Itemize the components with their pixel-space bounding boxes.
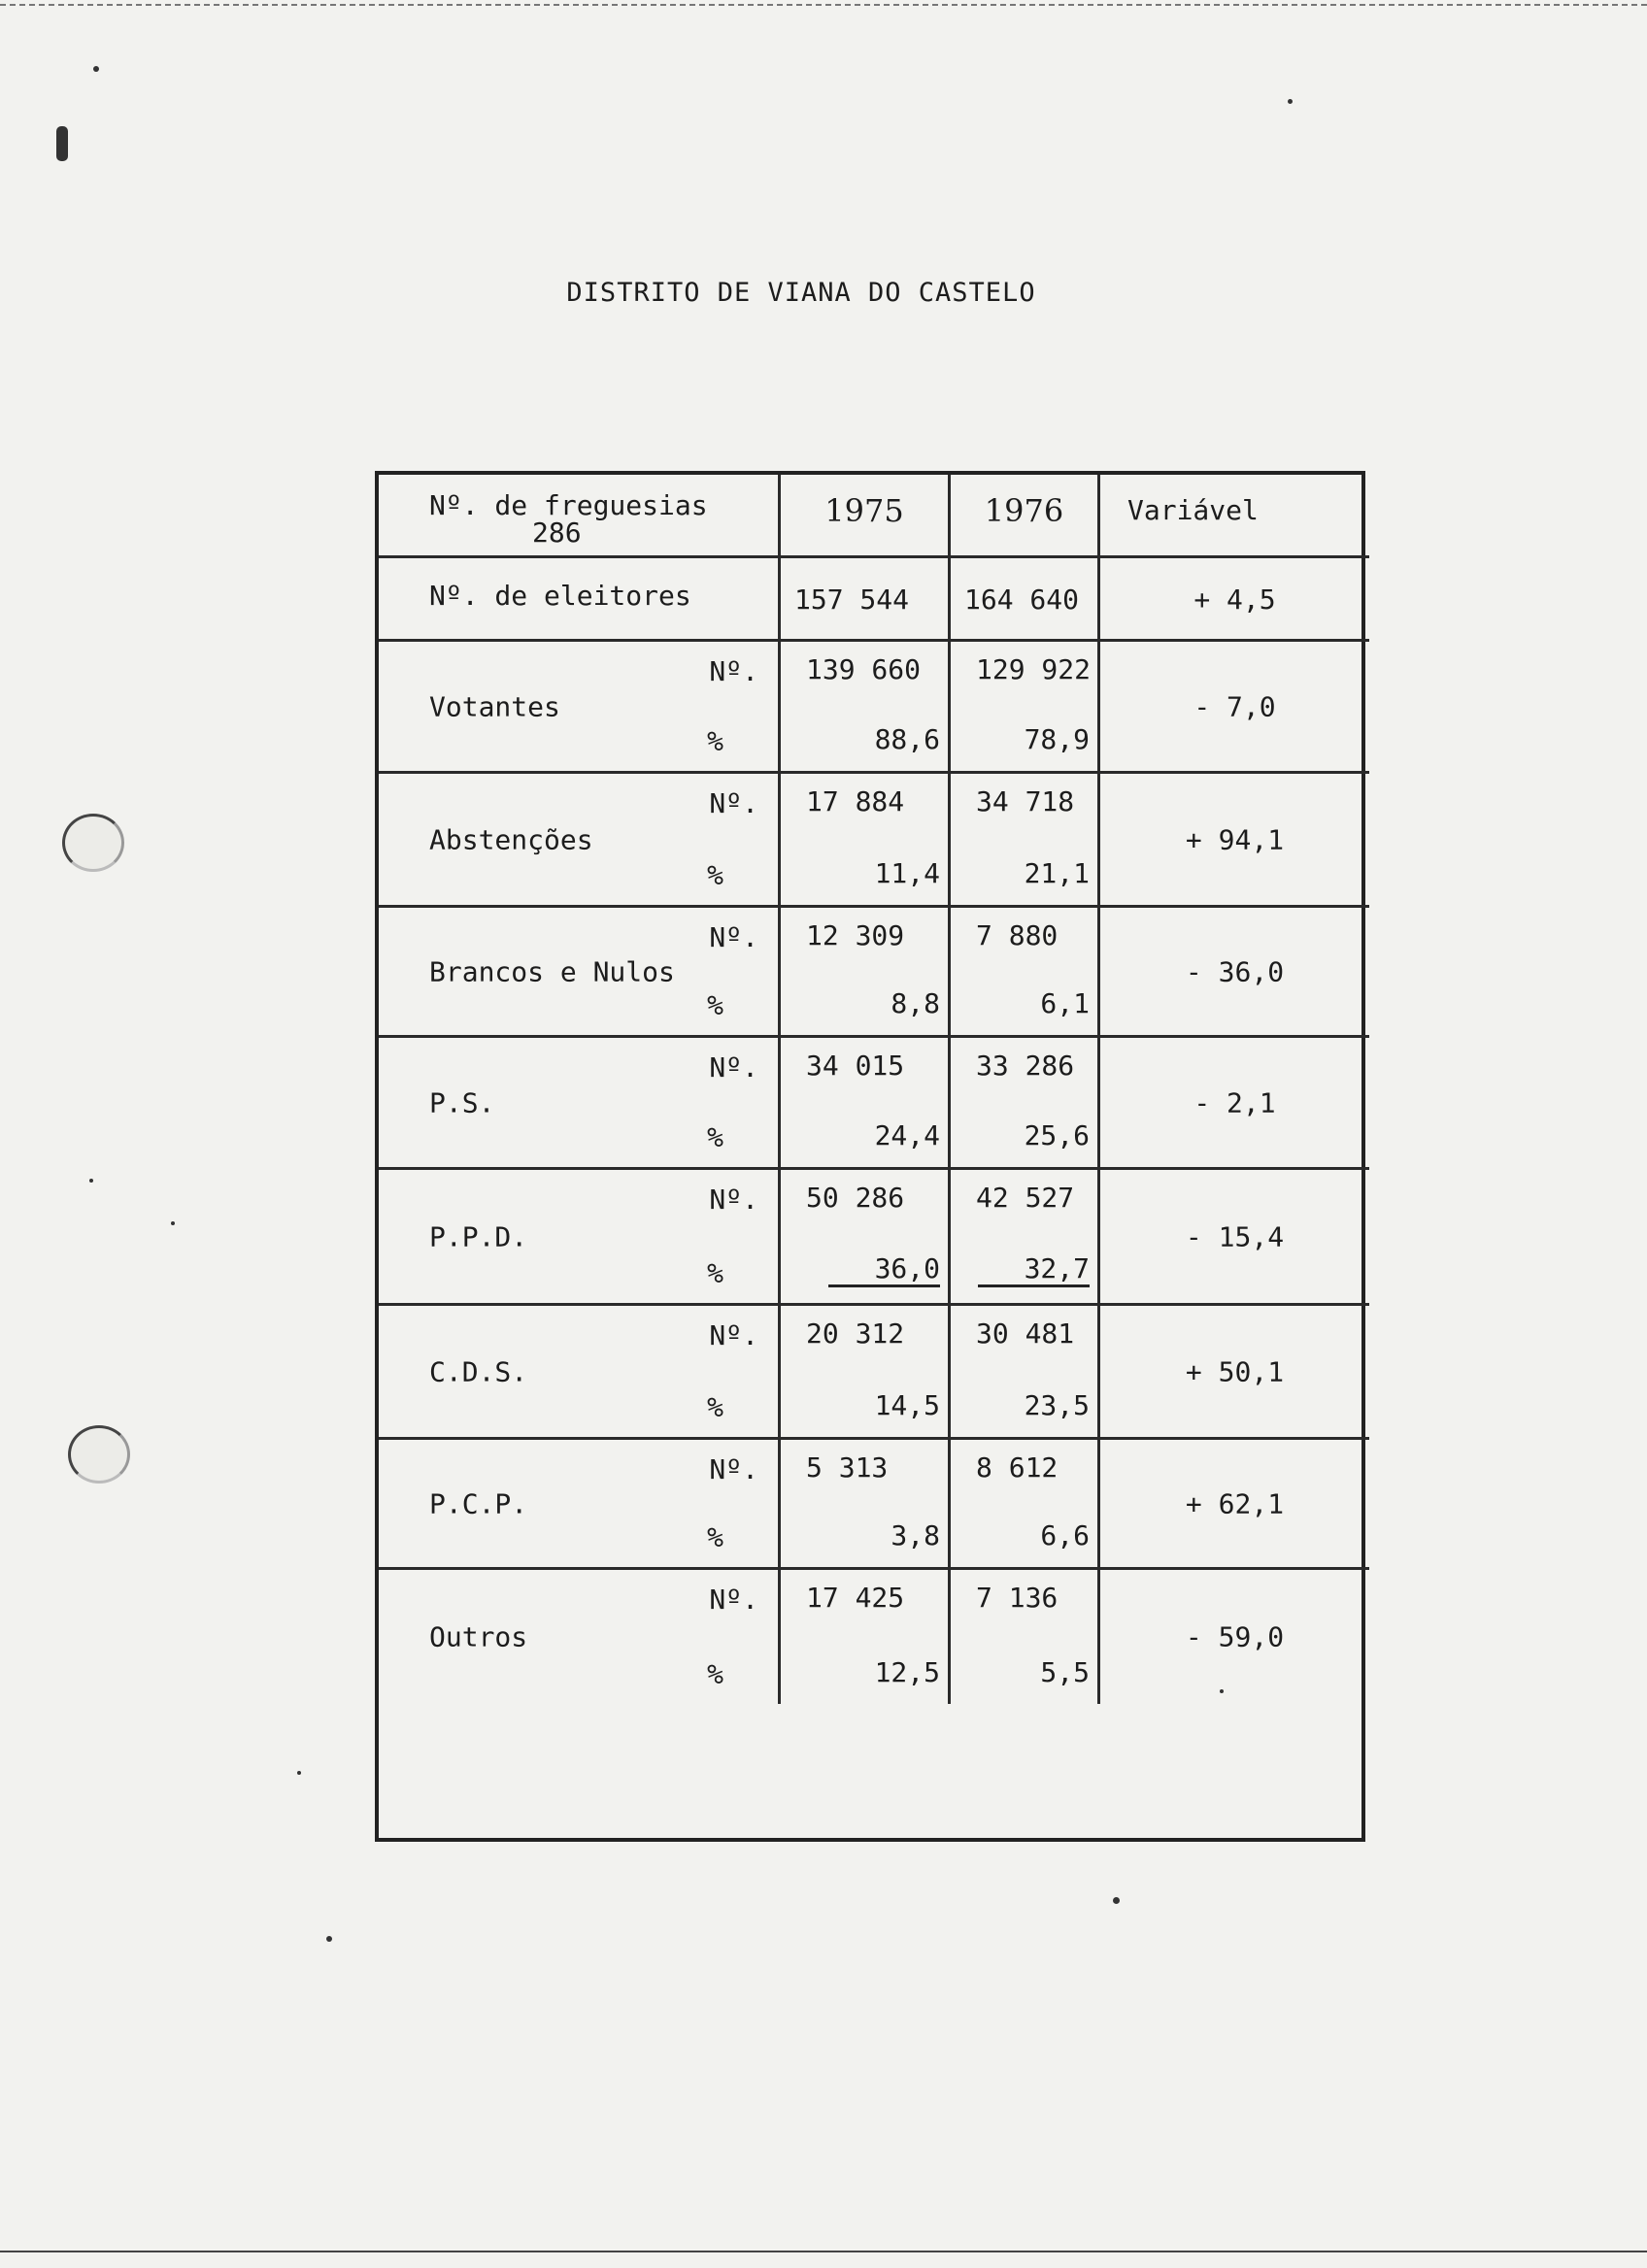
percent-1975: 12,5 <box>874 1656 940 1688</box>
count-1976: 42 527 <box>976 1182 1075 1214</box>
unit-percent-label: % <box>707 989 723 1021</box>
variation-cell <box>1100 642 1369 774</box>
row-label-cell <box>379 1440 781 1570</box>
percent-1976: 78,9 <box>1024 723 1090 755</box>
variation-cell <box>1100 1038 1369 1170</box>
values-1976-cell <box>951 642 1100 774</box>
count-1976: 33 286 <box>976 1050 1075 1082</box>
punch-hole <box>62 814 124 872</box>
values-1976-cell <box>951 774 1100 908</box>
row-variation: + 94,1 <box>1185 823 1285 855</box>
header-parishes-count: 286 <box>532 517 582 549</box>
values-1975-cell <box>781 908 951 1038</box>
values-1975-cell <box>781 642 951 774</box>
header-year-1976: 1976 <box>951 475 1100 558</box>
unit-percent-label: % <box>707 1257 723 1289</box>
row-label-cell <box>379 774 781 908</box>
variation-cell <box>1100 1440 1369 1570</box>
variation-cell <box>1100 1306 1369 1440</box>
count-1975: 17 884 <box>806 785 905 817</box>
unit-percent-label: % <box>707 1121 723 1153</box>
unit-number-label: Nº. <box>709 1051 758 1084</box>
row-label: P.P.D. <box>429 1220 528 1252</box>
ink-speck <box>1113 1897 1120 1904</box>
variation-cell <box>1100 1170 1369 1306</box>
row-variation: + 50,1 <box>1185 1355 1285 1387</box>
ink-speck <box>93 66 99 72</box>
percent-1976: 5,5 <box>1040 1656 1090 1688</box>
percent-1976: 21,1 <box>1024 857 1090 889</box>
count-1976: 34 718 <box>976 785 1075 817</box>
row-label-cell <box>379 1570 781 1704</box>
row-label: Votantes <box>429 690 560 722</box>
row-variation: - 2,1 <box>1193 1086 1276 1118</box>
percent-1976: 6,1 <box>1040 987 1090 1019</box>
count-1975: 5 313 <box>806 1451 889 1484</box>
row-label: P.S. <box>429 1086 495 1118</box>
count-1976: 129 922 <box>976 653 1092 685</box>
ink-speck <box>171 1221 175 1225</box>
count-1976: 7 136 <box>976 1582 1059 1614</box>
count-1976: 8 612 <box>976 1451 1059 1484</box>
values-1976-cell <box>951 908 1100 1038</box>
variation-cell <box>1100 1570 1369 1704</box>
row-label: C.D.S. <box>429 1355 528 1387</box>
unit-number-label: Nº. <box>709 1584 758 1616</box>
percent-1976: 32,7 <box>978 1252 1090 1287</box>
header-variation: Variável <box>1100 475 1369 558</box>
percent-1976: 6,6 <box>1040 1519 1090 1551</box>
row-variation: - 59,0 <box>1185 1620 1285 1653</box>
row-variation: + 62,1 <box>1185 1487 1285 1519</box>
ink-speck <box>89 1179 93 1183</box>
row-label: Abstenções <box>429 823 593 855</box>
unit-percent-label: % <box>707 1658 723 1690</box>
row-label: P.C.P. <box>429 1487 528 1519</box>
percent-1975: 3,8 <box>891 1519 940 1551</box>
row-label-cell <box>379 642 781 774</box>
variation-cell <box>1100 774 1369 908</box>
ink-speck <box>56 126 68 161</box>
values-1975-cell <box>781 1570 951 1704</box>
unit-number-label: Nº. <box>709 655 758 687</box>
row-variation: - 7,0 <box>1193 690 1276 722</box>
row-label-cell <box>379 1170 781 1306</box>
bottom-edge-rule <box>0 2251 1647 2252</box>
values-1975-cell <box>781 1440 951 1570</box>
count-1975: 17 425 <box>806 1582 905 1614</box>
percent-1975: 8,8 <box>891 987 940 1019</box>
percent-1975: 24,4 <box>874 1119 940 1151</box>
electors-1975: 157 544 <box>781 558 951 642</box>
count-1976: 30 481 <box>976 1317 1075 1350</box>
percent-1976: 23,5 <box>1024 1389 1090 1421</box>
header-parishes-cell <box>379 475 781 558</box>
values-1976-cell <box>951 1570 1100 1704</box>
ink-speck <box>326 1936 332 1942</box>
count-1975: 139 660 <box>806 653 922 685</box>
values-1975-cell <box>781 1170 951 1306</box>
row-label: Outros <box>429 1620 528 1653</box>
unit-percent-label: % <box>707 1391 723 1423</box>
variation-cell <box>1100 908 1369 1038</box>
count-1976: 7 880 <box>976 919 1059 951</box>
values-1975-cell <box>781 1038 951 1170</box>
values-1976-cell <box>951 1306 1100 1440</box>
row-label-cell <box>379 1038 781 1170</box>
percent-1975: 88,6 <box>874 723 940 755</box>
ink-speck <box>1220 1689 1224 1693</box>
count-1975: 34 015 <box>806 1050 905 1082</box>
unit-percent-label: % <box>707 859 723 891</box>
count-1975: 20 312 <box>806 1317 905 1350</box>
punch-hole <box>68 1425 130 1484</box>
header-year-1975: 1975 <box>781 475 951 558</box>
values-1976-cell <box>951 1440 1100 1570</box>
ink-speck <box>1288 99 1293 104</box>
count-1975: 12 309 <box>806 919 905 951</box>
row-variation: - 15,4 <box>1185 1220 1285 1252</box>
count-1975: 50 286 <box>806 1182 905 1214</box>
percent-1975: 36,0 <box>828 1252 940 1287</box>
percent-1976: 25,6 <box>1024 1119 1090 1151</box>
electors-variation: + 4,5 <box>1100 558 1369 642</box>
values-1975-cell <box>781 1306 951 1440</box>
values-1975-cell <box>781 774 951 908</box>
row-label: Brancos e Nulos <box>429 955 675 987</box>
row-label-cell <box>379 908 781 1038</box>
unit-percent-label: % <box>707 1521 723 1553</box>
election-table <box>375 471 1365 1842</box>
header-parishes-label: Nº. de freguesias <box>429 489 708 521</box>
electors-1976: 164 640 <box>951 558 1100 642</box>
electors-label: Nº. de eleitores <box>379 558 781 642</box>
unit-number-label: Nº. <box>709 1184 758 1216</box>
percent-1975: 14,5 <box>874 1389 940 1421</box>
unit-number-label: Nº. <box>709 1453 758 1485</box>
page-title: DISTRITO DE VIANA DO CASTELO <box>566 278 1036 308</box>
percent-1975: 11,4 <box>874 857 940 889</box>
ink-speck <box>297 1771 301 1775</box>
values-1976-cell <box>951 1170 1100 1306</box>
top-edge-rule <box>0 4 1647 6</box>
unit-number-label: Nº. <box>709 787 758 819</box>
row-label-cell <box>379 1306 781 1440</box>
unit-percent-label: % <box>707 725 723 757</box>
unit-number-label: Nº. <box>709 921 758 953</box>
row-variation: - 36,0 <box>1185 955 1285 987</box>
unit-number-label: Nº. <box>709 1319 758 1351</box>
values-1976-cell <box>951 1038 1100 1170</box>
